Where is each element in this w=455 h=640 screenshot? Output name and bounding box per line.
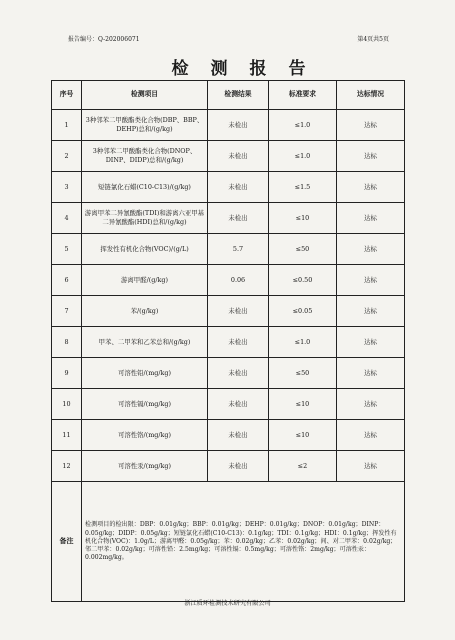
standard-requirement: ≤1.5 xyxy=(269,172,337,203)
table-row xyxy=(52,172,405,203)
test-item: 苯/(g/kg) xyxy=(82,296,208,327)
test-item: 3种邻苯二甲酸酯类化合物(DBP、BBP、DEHP)总和/(g/kg) xyxy=(82,110,208,141)
test-item: 3种邻苯二甲酸酯类化合物(DNOP、DINP、DIDP)总和/(g/kg) xyxy=(82,141,208,172)
row-number: 11 xyxy=(52,420,82,451)
table-row xyxy=(52,327,405,358)
test-result: 未检出 xyxy=(208,389,269,420)
row-number: 5 xyxy=(52,234,82,265)
col-header-status: 达标情况 xyxy=(337,81,405,110)
table-row xyxy=(52,358,405,389)
test-item: 游离甲醛/(g/kg) xyxy=(82,265,208,296)
test-item: 甲苯、二甲苯和乙苯总和/(g/kg) xyxy=(82,327,208,358)
standard-requirement: ≤10 xyxy=(269,389,337,420)
table-row xyxy=(52,296,405,327)
table-row xyxy=(52,203,405,234)
table-row xyxy=(52,141,405,172)
row-number: 3 xyxy=(52,172,82,203)
test-result: 未检出 xyxy=(208,327,269,358)
row-number: 6 xyxy=(52,265,82,296)
row-number: 4 xyxy=(52,203,82,234)
compliance-status: 达标 xyxy=(337,141,405,172)
test-item: 挥发性有机化合物(VOC)/(g/L) xyxy=(82,234,208,265)
compliance-status: 达标 xyxy=(337,420,405,451)
col-header-no: 序号 xyxy=(52,81,82,110)
standard-requirement: ≤0.50 xyxy=(269,265,337,296)
standard-requirement: ≤2 xyxy=(269,451,337,482)
row-number: 7 xyxy=(52,296,82,327)
col-header-requirement: 标准要求 xyxy=(269,81,337,110)
compliance-status: 达标 xyxy=(337,110,405,141)
compliance-status: 达标 xyxy=(337,172,405,203)
standard-requirement: ≤50 xyxy=(269,234,337,265)
remark-text: 检测项目的检出限：DBP：0.01g/kg；BBP：0.01g/kg；DEHP：0.01g/kg；DNOP：0.01g/kg；DINP：0.05g/kg；DIDP：0.05g/kg；短链氯化石蜡(C10-C13)：0.1g/kg；TDI：0.1g/kg；HDI：0.1g/kg；挥发性有机化合物(VOC)：1.0g/L；游离甲醛：0.05g/kg；苯：0.02g/kg；乙苯：0.02g/kg；间、对二甲苯：0.02g/kg；邻二甲苯：0.02g/kg；可溶性铅：2.5mg/kg；可溶性镉：0.5mg/kg；可溶性铬：2mg/kg；可溶性汞：0.002mg/kg。 xyxy=(82,482,405,602)
results-table xyxy=(51,80,405,602)
page-indicator: 第4页共5页 xyxy=(357,36,389,43)
row-number: 9 xyxy=(52,358,82,389)
table-row xyxy=(52,420,405,451)
test-item: 可溶性镉/(mg/kg) xyxy=(82,389,208,420)
standard-requirement: ≤50 xyxy=(269,358,337,389)
test-result: 未检出 xyxy=(208,141,269,172)
table-row xyxy=(52,234,405,265)
standard-requirement: ≤0.05 xyxy=(269,296,337,327)
test-item: 游离甲苯二异氰酸酯(TDI)和游离六亚甲基二异氰酸酯(HDI)总和/(g/kg) xyxy=(82,203,208,234)
compliance-status: 达标 xyxy=(337,389,405,420)
compliance-status: 达标 xyxy=(337,265,405,296)
test-result: 未检出 xyxy=(208,172,269,203)
test-result: 未检出 xyxy=(208,358,269,389)
row-number: 8 xyxy=(52,327,82,358)
compliance-status: 达标 xyxy=(337,296,405,327)
test-result: 未检出 xyxy=(208,420,269,451)
compliance-status: 达标 xyxy=(337,451,405,482)
row-number: 12 xyxy=(52,451,82,482)
company-footer: 浙江质环检测技术研究有限公司 xyxy=(184,600,271,607)
test-item: 可溶性汞/(mg/kg) xyxy=(82,451,208,482)
stamp-fragment xyxy=(431,360,455,460)
table-row xyxy=(52,389,405,420)
row-number: 1 xyxy=(52,110,82,141)
test-result: 未检出 xyxy=(208,110,269,141)
row-number: 2 xyxy=(52,141,82,172)
standard-requirement: ≤10 xyxy=(269,420,337,451)
table-row xyxy=(52,451,405,482)
report-number: 报告编号：Q-202006071 xyxy=(68,36,140,43)
report-title: 检测报告 xyxy=(171,59,328,79)
test-item: 可溶性铅/(mg/kg) xyxy=(82,358,208,389)
remark-label: 备注 xyxy=(52,482,82,602)
test-result: 5.7 xyxy=(208,234,269,265)
standard-requirement: ≤1.0 xyxy=(269,327,337,358)
compliance-status: 达标 xyxy=(337,358,405,389)
col-header-result: 检测结果 xyxy=(208,81,269,110)
test-item: 短链氯化石蜡(C10-C13)/(g/kg) xyxy=(82,172,208,203)
table-header-row xyxy=(52,81,405,110)
compliance-status: 达标 xyxy=(337,234,405,265)
remark-row xyxy=(52,482,405,602)
table-row xyxy=(52,265,405,296)
standard-requirement: ≤1.0 xyxy=(269,141,337,172)
row-number: 10 xyxy=(52,389,82,420)
test-result: 未检出 xyxy=(208,451,269,482)
col-header-item: 检测项目 xyxy=(82,81,208,110)
standard-requirement: ≤10 xyxy=(269,203,337,234)
test-result: 0.06 xyxy=(208,265,269,296)
test-item: 可溶性铬/(mg/kg) xyxy=(82,420,208,451)
test-result: 未检出 xyxy=(208,203,269,234)
compliance-status: 达标 xyxy=(337,327,405,358)
compliance-status: 达标 xyxy=(337,203,405,234)
standard-requirement: ≤1.0 xyxy=(269,110,337,141)
test-result: 未检出 xyxy=(208,296,269,327)
table-row xyxy=(52,110,405,141)
